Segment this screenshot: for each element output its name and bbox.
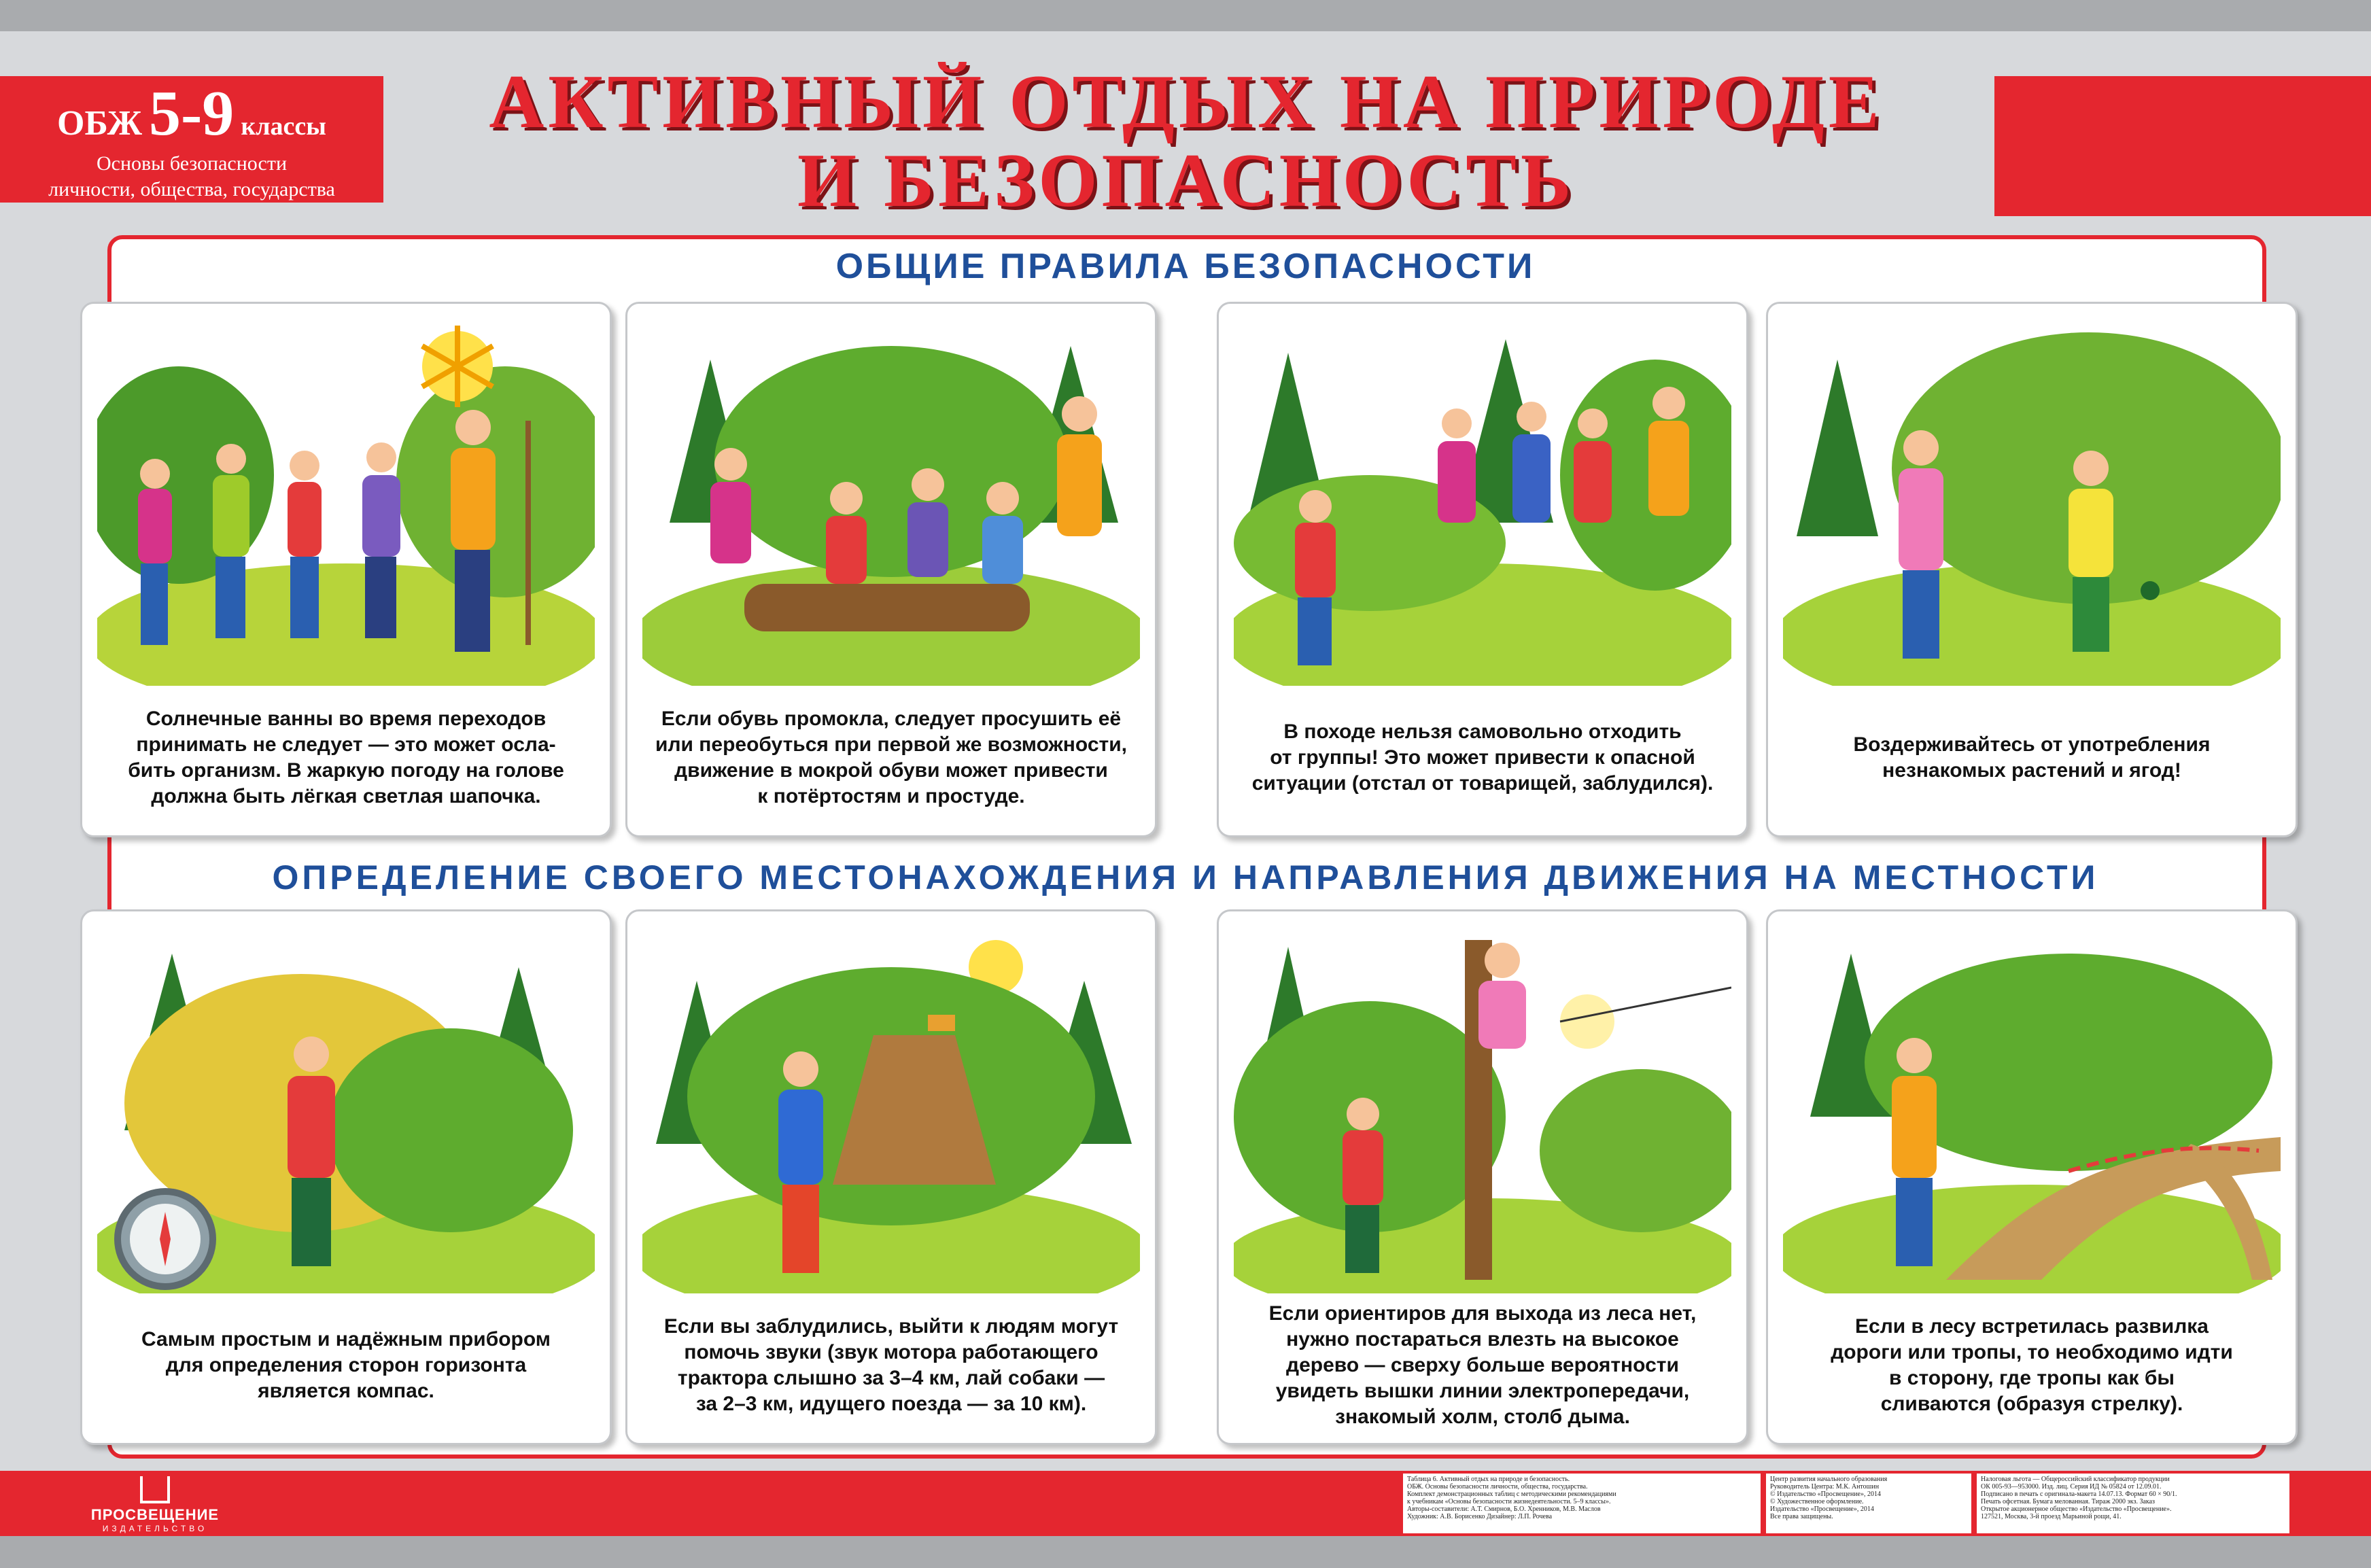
card-caption: Если обувь промокла, следует просушить её или переобуться при первой же возможности, движение в мокрой обуви может привести к потёртостям и простуде. [655, 708, 1127, 807]
card-wet-shoes [625, 302, 1157, 837]
book-logo-icon [140, 1476, 170, 1503]
card-unknown-plants [1766, 302, 2298, 837]
publisher-label: ИЗДАТЕЛЬСТВО [102, 1524, 208, 1533]
road-fork-illustration [1783, 926, 2281, 1293]
decorative-red-block [1994, 76, 2371, 216]
card-sounds [625, 909, 1157, 1445]
subject-badge [0, 76, 383, 203]
card-caption: Солнечные ванны во время переходов принимать не следует — это может осла- бить организм. В жаркую погоду на голове должна быть лёгкая светлая шапочка. [128, 708, 564, 807]
publisher-logo [80, 1476, 230, 1533]
card-caption: Если вы заблудились, выйти к людям могут помочь звуки (звук мотора работающего трактора слышно за 3–4 км, лай собаки — за 2–3 км, идущего поезда — за 10 км). [663, 1315, 1119, 1415]
badge-subtitle-2: личности, общества, государства [48, 178, 335, 201]
card-caption: В походе нельзя самовольно отходить от группы! Это может привести к опасной ситуации (отстал от товарищей, заблудился). [1251, 720, 1714, 795]
card-climb-tree [1217, 909, 1748, 1445]
card-caption: Если ориентиров для выхода из леса нет, нужно постараться влезть на высокое дерево — сверху больше вероятности увидеть вышки линии электропередачи, знакомый холм, столб дыма. [1268, 1302, 1697, 1428]
leaving-group-illustration [1234, 319, 1731, 686]
publisher-name: ПРОСВЕЩЕНИЕ [90, 1506, 220, 1523]
bottom-gray-strip [0, 1536, 2371, 1568]
poster-title [421, 60, 1951, 223]
unknown-plants-illustration [1783, 319, 2281, 686]
listening-sounds-illustration [642, 926, 1140, 1293]
card-road-fork [1766, 909, 2298, 1445]
title-line-2: И БЕЗОПАСНОСТЬ [797, 139, 1575, 223]
card-caption: Самым простым и надёжным прибором для определения сторон горизонта является компас. [141, 1328, 551, 1402]
section-title-orientation: ОПРЕДЕЛЕНИЕ СВОЕГО МЕСТОНАХОЖДЕНИЯ И НАПРАВЛЕНИЯ ДВИЖЕНИЯ НА МЕСТНОСТИ [272, 858, 2099, 896]
drying-shoes-illustration [642, 319, 1140, 686]
card-sunbathing [80, 302, 612, 837]
classes-label: классы [241, 112, 326, 141]
hikers-walking-sun-illustration [97, 319, 595, 686]
compass-illustration [97, 926, 595, 1293]
imprint-block-2: Центр развития начального образования Руководитель Центра: М.К. Антошин © Издательство «Просвещение», 2014 © Художественное оформление. Издательство «Просвещение», 2014 Все права защищены. [1766, 1474, 1971, 1533]
card-caption: Воздерживайтесь от употребления незнакомых растений и ягод! [1853, 733, 2211, 782]
subject-code: ОБЖ [57, 104, 142, 143]
imprint-block-1: Таблица 6. Активный отдых на природе и безопасность. ОБЖ. Основы безопасности личности, общества, государства. Комплект демонстрационных таблиц с методическими рекомендациями к учебникам «Основы безопасности жизнедеятельности. 5–9 классы». Авторы-составители: А.Т. Смирнов, Б.О. Хренников, М.В. Маслов Художник: А.В. Борисенко Дизайнер: Л.П. Рочева [1403, 1474, 1761, 1533]
imprint-block-3: Налоговая льгота — Общероссийский классификатор продукции ОК 005-93—953000. Изд. лиц. Серия ИД № 05824 от 12.09.01. Подписано в печать с оригинала-макета 14.07.13. Формат 60 × 90/1. Печать офсетная. Бумага мелованная. Тираж 2000 экз. Заказ Открытое акционерное общество «Издательство «Просвещение». 127521, Москва, 3-й проезд Марьиной рощи, 41. [1977, 1474, 2289, 1533]
section-title-general-rules: ОБЩИЕ ПРАВИЛА БЕЗОПАСНОСТИ [835, 247, 1536, 286]
card-stay-with-group [1217, 302, 1748, 837]
card-caption: Если в лесу встретилась развилка дороги или тропы, то необходимо идти в сторону, где тропы как бы сливаются (образуя стрелку). [1831, 1315, 2233, 1415]
title-line-1: АКТИВНЫЙ ОТДЫХ НА ПРИРОДЕ [489, 60, 1884, 144]
top-gray-strip [0, 0, 2371, 31]
card-compass [80, 909, 612, 1445]
climbing-tree-illustration [1234, 926, 1731, 1293]
grades-number: 5-9 [149, 78, 235, 149]
badge-subtitle-1: Основы безопасности [96, 152, 288, 175]
